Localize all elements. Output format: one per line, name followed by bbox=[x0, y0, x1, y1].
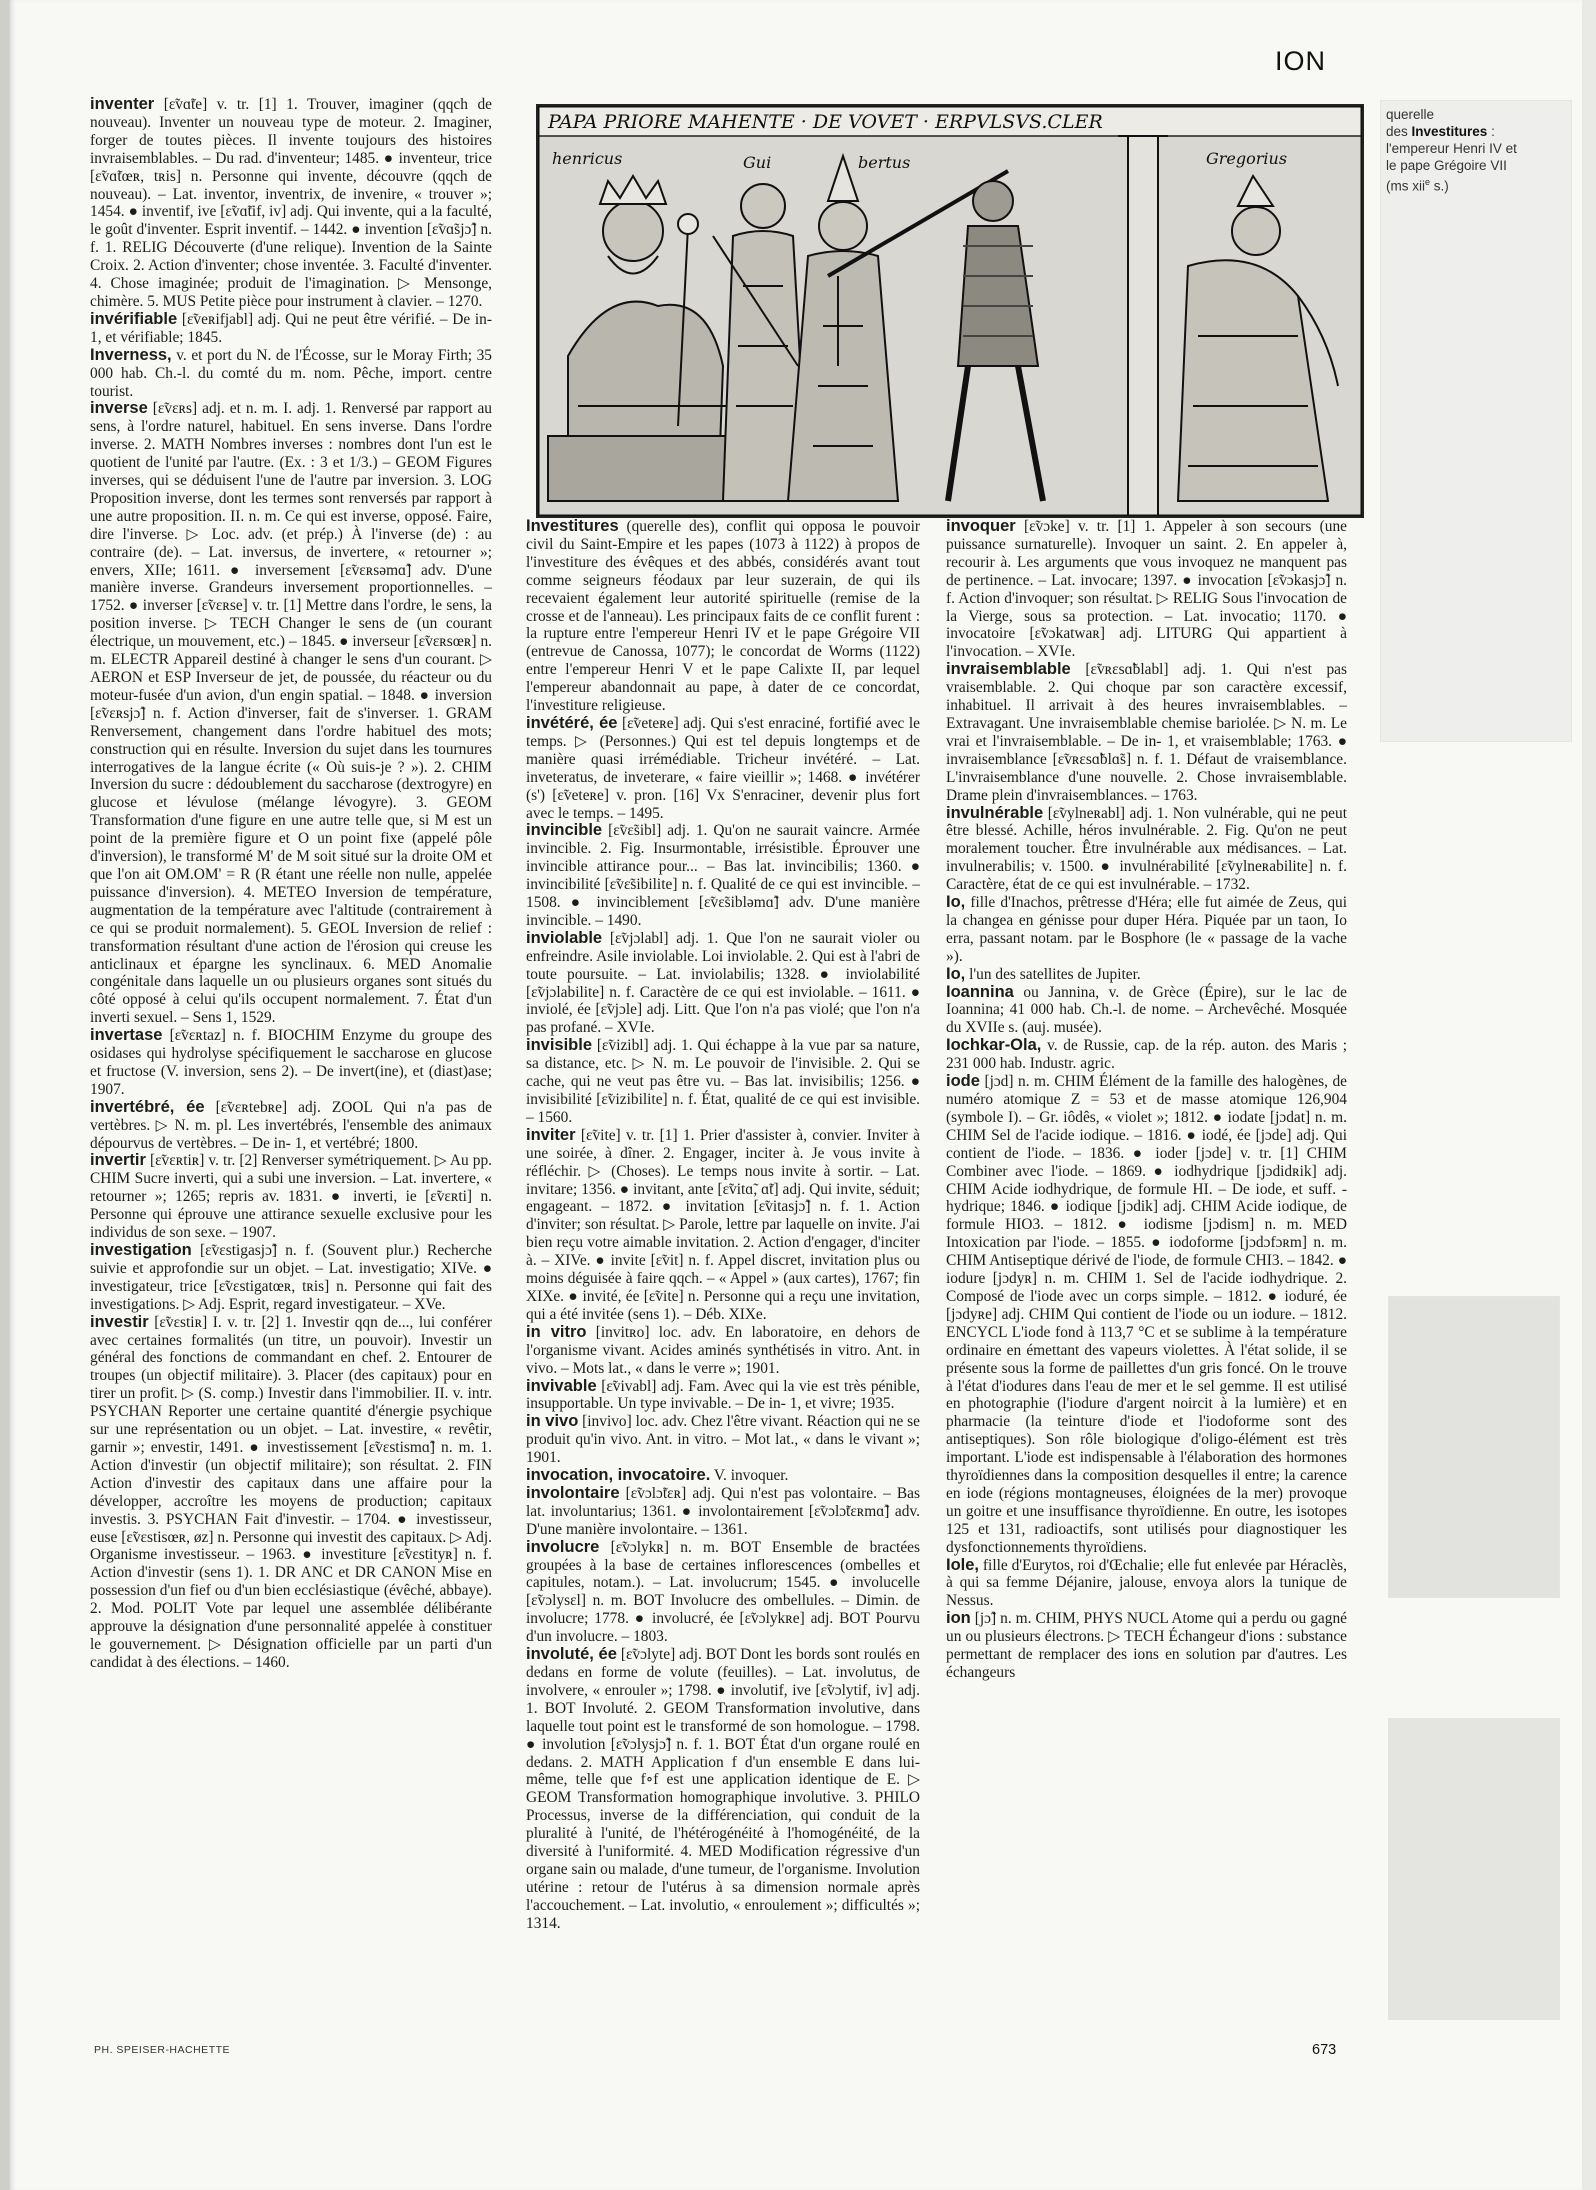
entry-invivable bbox=[526, 1378, 920, 1414]
headword: involucre bbox=[526, 1537, 600, 1556]
definition: [ɛ̃vɛʀtiʀ] v. tr. [2] Renverser symétriquement. ▷ Au pp. CHIM Sucre inverti, qui a subi une inversion. – Lat. invertere, « retourner »; 1265; repris av. 1831. ● inverti, ie [ɛ̃vɛʀti] n. Personne qui éprouve une attirance sexuelle exclusive pour les individus de son sexe. – 1907. bbox=[90, 1152, 492, 1242]
definition: [ɛ̃vɔlɔ̃tɛʀ] adj. Qui n'est pas volontaire. – Bas lat. involuntarius; 1361. ● involontairement [ɛ̃vɔlɔ̃tɛʀmɑ̃] adv. D'une manière involontaire. – 1361. bbox=[526, 1484, 920, 1538]
definition: [ɛ̃veʀifjabl] adj. Qui ne peut être vérifié. – De in- 1, et vérifiable; 1845. bbox=[90, 310, 492, 346]
caption-line: des Investitures : bbox=[1386, 124, 1495, 139]
headword: involontaire bbox=[526, 1483, 620, 1502]
headword: Io, bbox=[946, 893, 966, 912]
entry-invincible bbox=[526, 822, 920, 929]
dictionary-page bbox=[8, 0, 1582, 2190]
definition: [ɛ̃vʀɛsɑ̃blabl] adj. 1. Qui n'est pas vraisemblable. 2. Qui choque par son caractère excessif, inhabituel. Il arrivait à des heures invraisemblables. – Extravagant. Une invraisemblable chemise bariolée. ▷ N. m. Le vrai et l'invraisemblable. – De in- 1, et vraisemblable; 1763. ● invraisemblance [ɛ̃vʀɛsɑ̃blɑ̃s] n. f. 1. Défaut de vraisemblance. L'invraisemblance d'une nouvelle. 2. Chose invraisemblable. Drame plein d'invraisemblances. – 1763. bbox=[946, 661, 1347, 804]
headword: invisible bbox=[526, 1036, 593, 1055]
definition: [invivo] loc. adv. Chez l'être vivant. Réaction qui ne se produit qu'in vivo. Ant. in vitro. – Mot lat., « dans le vivant »; 1901. bbox=[526, 1413, 920, 1467]
headword: iode bbox=[946, 1072, 980, 1091]
definition: [ɛ̃vɔke] v. tr. [1] 1. Appeler à son secours (une puissance surnaturelle). Invoquer un saint. 2. En appeler à, recourir à. Les arguments que vous invoquez ne manquent pas de pertinence. – Lat. invocare; 1397. ● invocation [ɛ̃vɔkasjɔ̃] n. f. Action d'invoquer; son résultat. ▷ RELIG Sous l'invocation de la Vierge, sous sa protection. – Lat. invocatio; 1170. ● invocatoire [ɛ̃vɔkatwaʀ] adj. LITURG Qui appartient à l'invocation. – XVIe. bbox=[946, 518, 1347, 661]
headword: investigation bbox=[90, 1241, 192, 1259]
headword: in vivo bbox=[526, 1412, 579, 1431]
entry-inviter bbox=[526, 1127, 920, 1324]
definition: l'un des satellites de Jupiter. bbox=[969, 965, 1141, 983]
definition: [jɔd] n. m. CHIM Élément de la famille des halogènes, de numéro atomique Z = 53 et de masse atomique 126,904 (symbole I). – Gr. iôdês, « violet »; 1812. ● iodate [jɔdat] n. m. CHIM Sel de l'acide iodique. – 1816. ● iodé, ée [jɔde] adj. Qui contient de l'iode. – 1836. ● ioder [jɔde] v. tr. [1] CHIM Combiner avec l'iode. – 1869. ● iodhydrique [jɔdidʀik] adj. CHIM Acide iodhydrique, de formule HI. – De iode, et suff. -hydrique; 1846. ● iodique [jɔdik] adj. CHIM Acide iodique, de formule HIO3. – 1812. ● iodisme [jɔdism] n. m. MED Intoxication par l'iode. – 1855. ● iodoforme [jɔdɔfɔʀm] n. m. CHIM Antiseptique dérivé de l'iode, de formule CHI3. – 1842. ● iodure [jɔdyʀ] n. m. CHIM 1. Sel de l'acide iodhydrique. 2. Composé de l'iode avec un corps simple. – 1812. ● ioduré, ée [jɔdyʀe] adj. CHIM Qui contient de l'iode ou un iodure. – 1812. ENCYCL L'iode fond à 113,7 °C et se sublime à la température ordinaire en émettant des vapeurs violettes. À l'état solide, il se présente sous la forme de paillettes d'un gris foncé. On le trouve à l'état d'iodures dans l'eau de mer et le sel gemme. Il est utilisé en photographie (l'iodure d'argent noircit à la lumière) et en pharmacie (la teinture d'iode et l'iodoforme sont des antiseptiques). Son rôle biologique d'oligo-élément est très important. L'iode est indispensable à l'élaboration des hormones thyroïdiennes dans la composition desquelles il entre; la carence en iode (régions montagneuses, éloignées de la mer) provoque un goitre et une insuffisance thyroïdienne. En outre, les isotopes 125 et 131, radioactifs, sont utilisés pour diagnostiquer les dysfonctionnements thyroïdiens. bbox=[946, 1073, 1347, 1556]
entry-iole bbox=[946, 1557, 1347, 1611]
label-gregorius: Gregorius bbox=[1206, 149, 1288, 168]
label-henricus: henricus bbox=[552, 149, 623, 168]
definition: [ɛ̃vɛʀtaz] n. f. BIOCHIM Enzyme du groupe des osidases qui hydrolyse spécifiquement le saccharose en glucose et fructose (V. inversion, sens 2). – De invert(ine), et (diast)ase; 1907. bbox=[90, 1027, 492, 1098]
headword: invertébré, ée bbox=[90, 1097, 205, 1116]
entry-invertir bbox=[90, 1152, 492, 1242]
caption-line: le pape Grégoire VII bbox=[1386, 158, 1507, 173]
headword: involuté, ée bbox=[526, 1645, 617, 1664]
headword: inventer bbox=[90, 95, 155, 113]
headword: inverse bbox=[90, 399, 148, 418]
definition: [ɛ̃vylneʀabl] adj. 1. Non vulnérable, qui ne peut être blessé. Achille, héros invulnérable. 2. Fig. Qu'on ne peut moralement toucher. Être invulnérable aux médisances. – Lat. invulnerabilis; v. 1500. ● invulnérabilité [ɛ̃vylneʀabilite] n. f. Caractère, état de ce qui est invulnérable. – 1732. bbox=[946, 804, 1347, 894]
headword: Iole, bbox=[946, 1555, 980, 1574]
headword: in vitro bbox=[526, 1322, 587, 1341]
entry-invetere bbox=[526, 715, 920, 822]
definition: [ɛ̃vjɔlabl] adj. 1. Que l'on ne saurait violer ou enfreindre. Asile inviolable. Loi inviolable. 2. Qui est à l'abri de toute poursuite. – Lat. inviolabilis; 1328. ● inviolabilité [ɛ̃vjɔlabilite] n. f. Caractère de ce qui est inviolable. – 1611. ● inviolé, ée [ɛ̃vjɔle] adj. Litt. Que l'on n'a pas violé; que l'on n'a pas profané. – XVIe. bbox=[526, 929, 920, 1037]
definition: v. et port du N. de l'Écosse, sur le Moray Firth; 35 000 hab. Ch.-l. du comté du m. nom. Pêche, import. centre tourist. bbox=[90, 346, 492, 400]
entry-invulnerable bbox=[946, 805, 1347, 895]
definition: fille d'Eurytos, roi d'Œchalie; elle fut enlevée par Héraclès, à qui sa femme Déjanire, jalouse, envoya alors la tunique de Nessus. bbox=[946, 1556, 1347, 1610]
headword: invertase bbox=[90, 1026, 163, 1045]
headword: invétéré, ée bbox=[526, 713, 618, 732]
entry-invisible bbox=[526, 1037, 920, 1127]
entry-inviolable bbox=[526, 930, 920, 1037]
headword: investir bbox=[90, 1312, 149, 1331]
entry-inverse bbox=[90, 400, 492, 1027]
page-binding-edge bbox=[0, 0, 8, 2190]
entry-investigation bbox=[90, 1242, 492, 1314]
definition: [ɛ̃vɛ̃sibl] adj. 1. Qu'on ne saurait vaincre. Armée invincible. 2. Fig. Insurmontable, irrésistible. Éprouver une invincible attirance pour... – Bas lat. invincibilis; 1360. ● invincibilité [ɛ̃vɛ̃sibilite] n. f. Qualité de ce qui est invincible. – 1508. ● invinciblement [ɛ̃vɛ̃sibləmɑ̃] adv. D'une manière invincible. – 1490. bbox=[526, 822, 920, 929]
running-head: ION bbox=[1274, 46, 1326, 76]
entry-in-vivo bbox=[526, 1413, 920, 1467]
definition: fille d'Inachos, prêtresse d'Héra; elle fut aimée de Zeus, qui la changea en génisse pour duper Héra. Piquée par un taon, Io erra, passant notam. par le Bosphore (le « passage de la vache »). bbox=[946, 894, 1347, 965]
entry-ion bbox=[946, 1610, 1347, 1682]
headword: invertir bbox=[90, 1151, 146, 1170]
caption-line: querelle bbox=[1386, 107, 1435, 122]
entry-inverifiable bbox=[90, 311, 492, 347]
entry-involute bbox=[526, 1646, 920, 1933]
definition: [ɛ̃vivabl] adj. Fam. Avec qui la vie est très pénible, insupportable. Un type invivable. – De in- 1, et vivre; 1935. bbox=[526, 1377, 920, 1413]
definition: [ɛ̃vɛstigasjɔ̃] n. f. (Souvent plur.) Recherche suivie et approfondie sur un objet. – Lat. investigatio; XIVe. ● investigateur, trice [ɛ̃vɛstigatœʀ, tʀis] n. Personne qui fait des investigations. ▷ Adj. Esprit, regard investigateur. – XVe. bbox=[90, 1242, 492, 1313]
entry-iochkar-ola bbox=[946, 1037, 1347, 1073]
entry-investitures bbox=[526, 518, 920, 715]
headword: invivable bbox=[526, 1376, 597, 1395]
definition: [ɛ̃vɔlykʀ] n. m. BOT Ensemble de bractées groupées à la base de certaines inflorescences (ombelles et capitules, notam.). – Lat. involucrum; 1545. ● involucelle [ɛ̃vɔlysɛl] n. m. BOT Involucre des ombellules. – Dimin. de involucre; 1778. ● involucré, ée [ɛ̃vɔlykʀe] adj. BOT Pourvu d'un involucre. – 1803. bbox=[526, 1538, 920, 1646]
caption-line: (ms xii$^e$ s.) bbox=[1386, 177, 1449, 194]
show-through-box-2 bbox=[1388, 1296, 1560, 1598]
definition: [invitʀo] loc. adv. En laboratoire, en dehors de l'organisme vivant. Acides aminés synthétisés in vitro. Ant. in vivo. – Mots lat., « dans le verre »; 1901. bbox=[526, 1323, 920, 1377]
definition: [ɛ̃vizibl] adj. 1. Qui échappe à la vue par sa nature, sa distance, etc. ▷ N. m. Le pouvoir de l'invisible. 2. Qui se cache, qui ne veut pas être vu. – Bas lat. invisibilis; 1256. ● invisibilité [ɛ̃vizibilite] n. f. État, qualité de ce qui est invisible. – 1560. bbox=[526, 1037, 920, 1126]
headword: ion bbox=[946, 1609, 971, 1628]
illustration-caption bbox=[1386, 106, 1572, 195]
definition: [ɛ̃veteʀe] adj. Qui s'est enraciné, fortifié avec le temps. ▷ (Personnes.) Qui est tel depuis longtemps et de manière quasi irrémédiable. Tricheur invétéré. – Lat. inveteratus, de inveterare, « faire vieillir »; 1468. ● invétérer (s') [ɛ̃veteʀe] v. pron. [16] Vx S'enraciner, devenir plus fort avec le temps. – 1495. bbox=[526, 714, 920, 822]
definition: ou Jannina, v. de Grèce (Épire), sur le lac de Ioannina; 41 000 hab. Ch.-l. de nome. – Archevêché. Mosquée du XVIIe s. (auj. musée). bbox=[946, 983, 1347, 1037]
column-middle bbox=[526, 518, 920, 1933]
manuscript-engraving bbox=[538, 106, 1362, 516]
headword: invraisemblable bbox=[946, 660, 1071, 679]
illus-banner: PAPA PRIORE MAHENTE · DE VOVET · ERPVLSVS.CLER bbox=[548, 111, 1103, 133]
column-right bbox=[946, 518, 1347, 1682]
entry-iode bbox=[946, 1073, 1347, 1556]
headword: invocation, invocatoire. bbox=[526, 1466, 711, 1485]
headword: Inverness, bbox=[90, 345, 172, 364]
definition: v. de Russie, cap. de la rép. auton. des Maris ; 231 000 hab. Industr. agric. bbox=[946, 1037, 1347, 1073]
entry-ioannina bbox=[946, 984, 1347, 1038]
entry-in-vitro bbox=[526, 1324, 920, 1378]
entry-involontaire bbox=[526, 1485, 920, 1539]
headword: Ioannina bbox=[946, 982, 1014, 1001]
caption-line: l'empereur Henri IV et bbox=[1386, 141, 1517, 156]
definition: [ɛ̃vɛʀtebʀe] adj. ZOOL Qui n'a pas de vertèbres. ▷ N. m. pl. Les invertébrés, l'ensemble des animaux dépourvus de vertèbres. – De in- 1, et vertébré; 1800. bbox=[90, 1098, 492, 1152]
headword: inviter bbox=[526, 1125, 576, 1144]
headword: Iochkar-Ola, bbox=[946, 1036, 1042, 1055]
headword: invoquer bbox=[946, 517, 1016, 535]
definition: [ɛ̃vɔlyte] adj. BOT Dont les bords sont roulés en dedans en forme de volute (feuilles). – Lat. involutus, de involvere, « enrouler »; 1798. ● involutif, ive [ɛ̃vɔlytif, iv] adj. 1. BOT Involuté. 2. GEOM Transformation involutive, dans laquelle tout point est le transformé de son homologue. – 1798. ● involution [ɛ̃vɔlysjɔ̃] n. f. 1. BOT État d'un organe roulé en dedans. 2. MATH Application f d'un ensemble E dans lui-même, telle que f∘f est une application identique de E. ▷ GEOM Transformation homographique involutive. 3. PHILO Processus, inverse de la différenciation, qui conduit de la pluralité à l'unité, de l'hétérogénéité à l'homogénéité, de la diversité à l'uniformité. 4. MED Modification régressive d'un organe sain ou malade, d'une tumeur, de l'organisme. Involution utérine : retour de l'utérus à sa dimension normale après l'accouchement. – Lat. involutio, « enroulement »; difficultés »; 1314. bbox=[526, 1646, 920, 1932]
headword: Investitures bbox=[526, 517, 619, 535]
investiture-illustration bbox=[536, 104, 1364, 518]
entry-invertebre bbox=[90, 1099, 492, 1153]
show-through-box-3 bbox=[1388, 1718, 1560, 2020]
entry-investir bbox=[90, 1314, 492, 1672]
entry-invocation bbox=[526, 1467, 920, 1485]
entry-invraisemblable bbox=[946, 661, 1347, 804]
label-bertus: bertus bbox=[858, 153, 911, 172]
show-through-box-1 bbox=[1380, 100, 1572, 742]
column-left bbox=[90, 96, 492, 1672]
page-number: 673 bbox=[1312, 2042, 1337, 2058]
definition: [ɛ̃vɛʀs] adj. et n. m. I. adj. 1. Renversé par rapport au sens, à l'ordre naturel, habituel. En sens inverse. Dans l'ordre inverse. 2. MATH Nombres inverses : nombres dont l'un est le quotient de l'unité par l'autre. (Ex. : 3 et 1/3.) – GEOM Figures inverses, qui se déduisent l'une de l'autre par inversion. 3. LOG Proposition inverse, dont les termes sont renversés par rapport à une autre proposition. II. n. m. Ce qui est inverse, opposé. Faire, dire l'inverse. ▷ Loc. adv. (et prép.) À l'inverse (de) : au contraire (de). – Lat. inversus, de invertere, « retourner »; envers, XIIe; 1611. ● inversement [ɛ̃vɛʀsəmɑ̃] adv. D'une manière inverse. Grandeurs inversement proportionnelles. – 1752. ● inverser [ɛ̃vɛʀse] v. tr. [1] Mettre dans l'ordre, le sens, la position inverse. ▷ TECH Changer le sens de (un courant électrique, un mouvement, etc.) – 1845. ● inverseur [ɛ̃vɛʀsœʀ] n. m. ELECTR Appareil destiné à changer le sens d'un courant. ▷ AERON et ESP Inverseur de jet, de poussée, du réacteur ou du moteur-fusée d'un avion, d'un engin spatial. – 1848. ● inversion [ɛ̃vɛʀsjɔ̃] n. f. Action d'inverser, fait de s'inverser. 1. GRAM Renversement, changement dans l'ordre habituel des mots; construction qui en résulte. Inversion du sujet dans les tournures interrogatives de la langue écrite (« Où suis-je ? »). 2. CHIM Inversion du sucre : dédoublement du saccharose (dextrogyre) en glucose et lévulose (mélange lévogyre). 3. GEOM Transformation d'une figure en une autre telle que, si M est un point de la première figure et O un point fixe (appelé pôle d'inversion), le transformé M' de M soit situé sur la droite OM et que l'on ait OM.OM' = R (R étant une réelle non nulle, appelée puissance d'inversion). 4. METEO Inversion de température, augmentation de la température avec l'altitude (contrairement à ce qui se produit normalement). 5. GEOL Inversion de relief : transformation résultant d'une action de l'érosion qui creuse les anticlinaux et épargne les synclinaux. 6. MED Anomalie congénitale dans laquelle un ou plusieurs organes sont situés du côté opposé à celui qu'ils occupent normalement. 7. État d'un inverti sexuel. – Sens 1, 1529. bbox=[90, 400, 492, 1027]
entry-io-satellite bbox=[946, 966, 1347, 984]
label-gui: Gui bbox=[743, 153, 772, 172]
definition: (querelle des), conflit qui opposa le pouvoir civil du Saint-Empire et les papes (1073 à 1122) à propos de l'investiture des évêques et des abbés, considérés avant tout comme seigneurs féodaux par leur suzerain, de qui ils recevaient également leur autorité spirituelle (remise de la crosse et de l'anneau). Les principaux faits de ce conflit furent : la rupture entre l'empereur Henri IV et le pape Grégoire VII (entrevue de Canossa, 1077); le concordat de Worms (1122) entre l'empereur Henri V et le pape Calixte II, par lequel l'empereur abandonnait au pape, à dater de ce concordat, l'investiture religieuse. bbox=[526, 518, 920, 715]
entry-invoquer bbox=[946, 518, 1347, 661]
headword: invulnérable bbox=[946, 803, 1044, 822]
entry-io-mythology bbox=[946, 894, 1347, 966]
definition: [ɛ̃vɑ̃te] v. tr. [1] 1. Trouver, imaginer (qqch de nouveau). Inventer un nouveau type de moteur. 2. Imaginer, forger de toutes pièces. Il invente toujours des histoires invraisemblables. – Du rad. d'inventeur; 1485. ● inventeur, trice [ɛ̃vɑ̃tœʀ, tʀis] n. Personne qui invente, découvre (qqch de nouveau). – Lat. inventor, inventrix, de invenire, « trouver »; 1454. ● inventif, ive [ɛ̃vɑ̃tif, iv] adj. Qui invente, qui a la faculté, le goût d'inventer. Esprit inventif. – 1442. ● invention [ɛ̃vɑ̃sjɔ̃] n. f. 1. RELIG Découverte (d'une relique). Invention de la Sainte Croix. 2. Action d'inventer; chose inventée. 3. Faculté d'inventer. 4. Chose imaginée; produit de l'imagination. ▷ Mensonge, chimère. 5. MUS Petite pièce pour instrument à clavier. – 1270. bbox=[90, 96, 492, 310]
headword: invérifiable bbox=[90, 309, 178, 328]
entry-inventer bbox=[90, 96, 492, 311]
definition: [ɛ̃vɛstiʀ] I. v. tr. [2] 1. Investir qqn de..., lui conférer avec certaines formalités (un titre, un pouvoir). Investir un général des fonctions de commandant en chef. 2. Entourer de troupes (un objectif militaire). 3. Placer (des capitaux) pour en tirer un profit. ▷ (S. comp.) Investir dans l'immobilier. II. v. intr. PSYCHAN Reporter une certaine quantité d'énergie psychique sur une représentation ou un objet. – Lat. investire, « revêtir, garnir »; envestir, 1491. ● investissement [ɛ̃vɛstismɑ̃] n. m. 1. Action d'investir (un objectif militaire); son résultat. 2. FIN Action d'investir des capitaux dans une affaire pour la développer, accroître les moyens de production; capitaux investis. 3. PSYCHAN Fait d'investir. – 1704. ● investisseur, euse [ɛ̃vɛstisœʀ, øz] n. Personne qui investit des capitaux. ▷ Adj. Organisme investisseur. – 1963. ● investiture [ɛ̃vɛstityʀ] n. f. Action d'investir (sens 1). 1. DR ANC et DR CANON Mise en possession d'un fief ou d'un bien ecclésiastique (évêché, abbaye). 2. Mod. POLIT Vote par lequel une assemblée délibérante approuve la désignation d'une personnalité appelée à constituer le gouvernement. ▷ Désignation officielle par un parti d'un candidat à des élections. – 1460. bbox=[90, 1313, 492, 1671]
entry-inverness bbox=[90, 347, 492, 401]
definition: V. invoquer. bbox=[713, 1467, 789, 1485]
headword: invincible bbox=[526, 821, 603, 840]
entry-invertase bbox=[90, 1027, 492, 1099]
publisher-credit: PH. SPEISER-HACHETTE bbox=[94, 2044, 231, 2056]
headword: Io, bbox=[946, 964, 966, 983]
definition: [jɔ̃] n. m. CHIM, PHYS NUCL Atome qui a perdu ou gagné un ou plusieurs électrons. ▷ TECH Échangeur d'ions : substance permettant de remplacer des ions en solution par d'autres. Les échangeurs bbox=[946, 1610, 1347, 1681]
entry-involucre bbox=[526, 1539, 920, 1646]
headword: inviolable bbox=[526, 928, 603, 947]
definition: [ɛ̃vite] v. tr. [1] 1. Prier d'assister à, convier. Inviter à une soirée, à dîner. 2. Engager, inciter à. Je vous invite à réfléchir. ▷ (Choses). Le temps nous invite à sortir. – Lat. invitare; 1356. ● invitant, ante [ɛ̃vitɑ̃, ɑ̃t] adj. Qui invite, séduit; engageant. – 1872. ● invitation [ɛ̃vitasjɔ̃] n. f. 1. Action d'inviter; son résultat. ▷ Parole, lettre par laquelle on invite. J'ai bien reçu votre aimable invitation. 2. Action d'engager, d'inciter à. – XIVe. ● invite [ɛ̃vit] n. f. Appel discret, invitation plus ou moins déguisée à faire qqch. – « Appel » (aux cartes), 1767; fin XIXe. ● invité, ée [ɛ̃vite] n. Personne qui a reçu une invitation, qui a été invitée (sens 1). – Déb. XIXe. bbox=[526, 1126, 920, 1323]
